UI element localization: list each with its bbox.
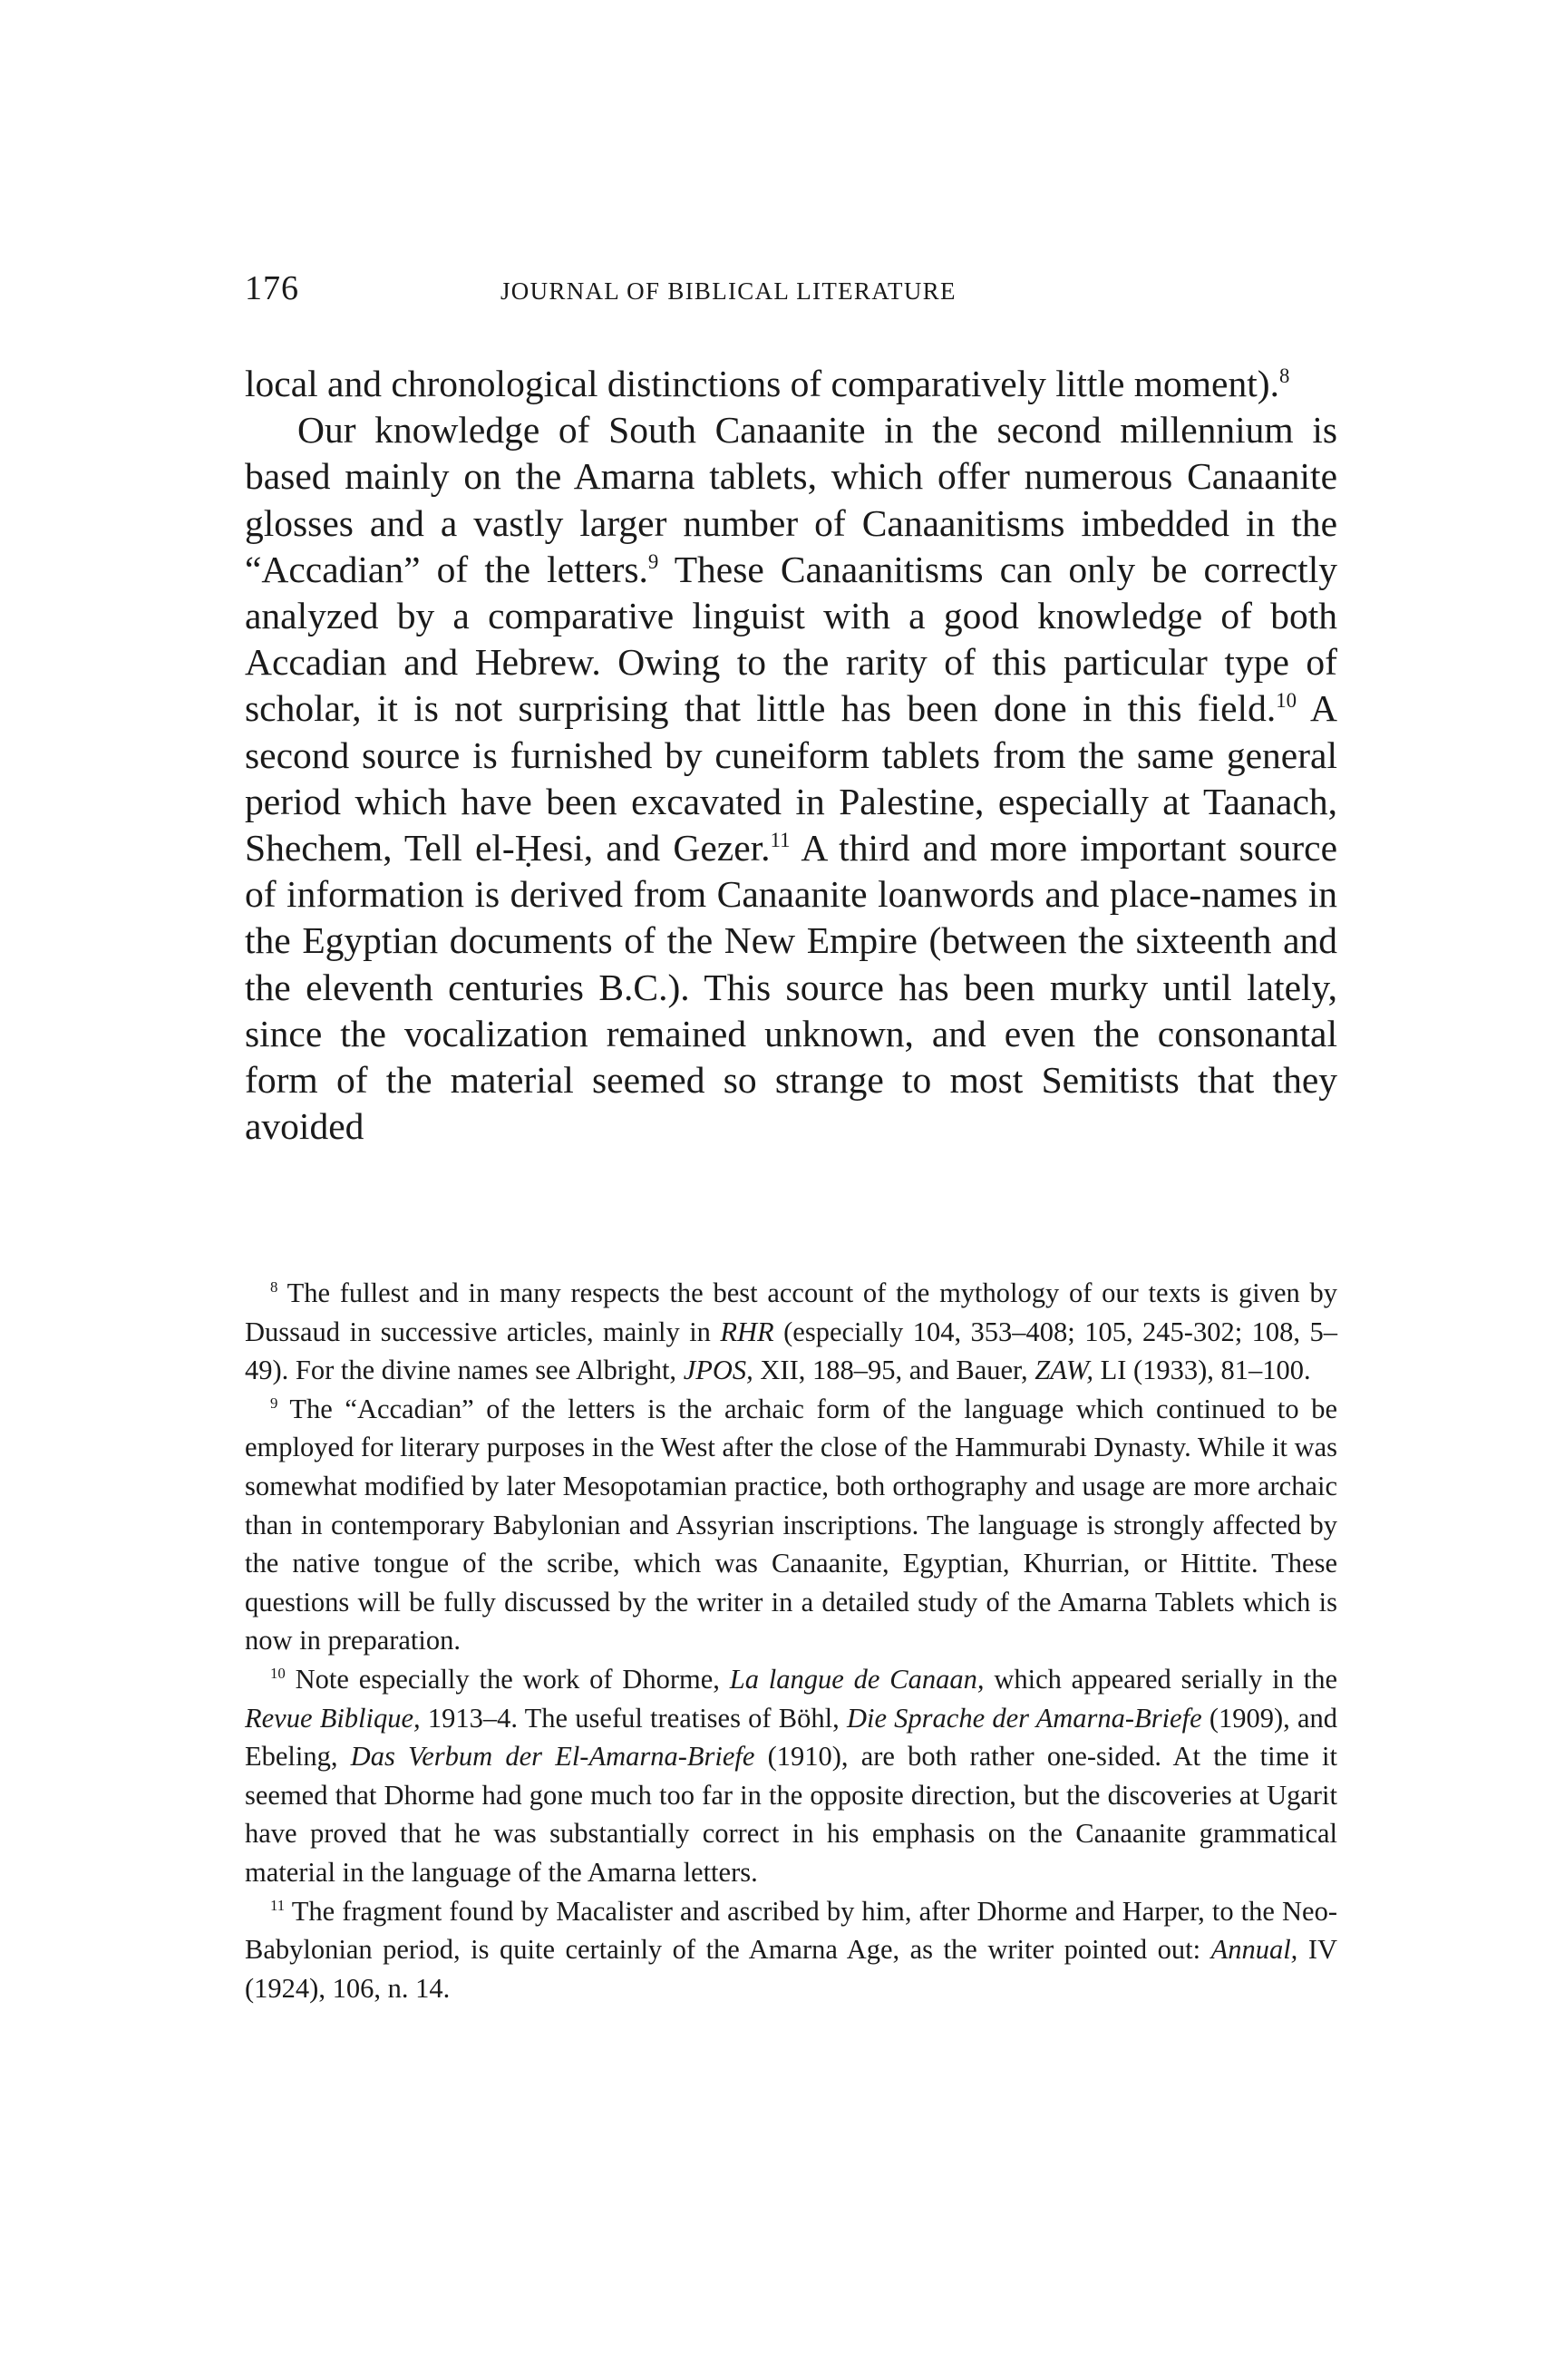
footnote-8 <box>245 1274 1337 1390</box>
paragraph-text: Our knowledge of South Canaanite in the second millennium is based mainly on the Amarna tablets, which offer numerous Canaanite glosses and a vastly larger number of Canaanitisms imbedded in the “Accadian” of the letters. <box>245 409 1337 590</box>
paragraph <box>245 407 1337 1150</box>
footnote-italic: Revue Biblique, <box>245 1702 421 1734</box>
footnote-italic: Die Sprache der Amarna-Briefe <box>846 1702 1202 1734</box>
footnote-italic: JPOS, <box>683 1355 753 1386</box>
footnote-ref: 11 <box>770 829 791 852</box>
footnote-ref: 9 <box>647 549 659 573</box>
footnote-text: 1913–4. The useful treatises of Böhl, <box>420 1702 847 1734</box>
footnote-text: (1909), and Ebeling, <box>245 1702 1337 1773</box>
footnote-text: LI (1933), 81–100. <box>1093 1355 1311 1386</box>
footnote-marker: 10 <box>270 1664 286 1682</box>
footnote-text: XII, 188–95, and Bauer, <box>753 1355 1035 1386</box>
footnote-text: The fullest and in many respects the best account of the mythology of our texts is given by Dussaud in successive articles, mainly in <box>245 1277 1337 1347</box>
footnote-text: Note especially the work of Dhorme, <box>285 1663 730 1695</box>
footnote-marker: 9 <box>270 1394 278 1412</box>
paragraph-text: local and chronological distinctions of comparatively little moment). <box>245 363 1279 404</box>
footnote-ref: 10 <box>1276 689 1297 713</box>
footnote-ref: 8 <box>1278 364 1290 388</box>
paragraph-text: A second source is furnished by cuneiform tablets from the same general period which have been excavated in Palestine, especially at Taanach, Shechem, Tell el-Ḥesi, and Gezer. <box>245 687 1337 869</box>
footnote-italic: Annual, <box>1210 1934 1298 1966</box>
footnote-text: (1910), are both rather one-sided. At the time it seemed that Dhorme had gone much too far in the opposite direction, but the discoveries at Ugarit have proved that he was substantially correct in his emphasis on the Canaanite grammatical material in the language of the Amarna letters. <box>245 1741 1337 1888</box>
footnote-10 <box>245 1660 1337 1892</box>
paragraph-text: A third and more important source of information is derived from Canaanite loanwords and place-names in the Egyptian documents of the New Empire (between the sixteenth and the eleventh centuries B.C.). This source has been murky until lately, since the vocalization remained unknown, and even the consonantal form of the material seemed so strange to most Semitists that they avoided <box>245 827 1337 1148</box>
page-number: 176 <box>245 269 299 307</box>
footnote-italic: Das Verbum der El-Amarna-Briefe <box>350 1741 755 1773</box>
paragraph <box>245 361 1337 407</box>
footnote-text: IV (1924), 106, n. 14. <box>245 1934 1337 2004</box>
paragraph-text: These Canaanitisms can only be correctly analyzed by a comparative linguist with a good knowledge of both Accadian and Hebrew. Owing to the rarity of this particular type of scholar, it is not surprising that little has been done in this field. <box>245 548 1337 730</box>
footnote-11 <box>245 1892 1337 2008</box>
main-text <box>245 361 1337 1150</box>
footnote-italic: ZAW, <box>1035 1355 1093 1386</box>
footnote-marker: 11 <box>270 1896 286 1914</box>
footnote-marker: 8 <box>270 1277 278 1296</box>
footnote-text: The fragment found by Macalister and ascribed by him, after Dhorme and Harper, to the Neo-Babylonian period, is quite certainly of the Amarna Age, as the writer pointed out: <box>245 1895 1337 1966</box>
footnote-9 <box>245 1390 1337 1660</box>
footnote-italic: La langue de Canaan, <box>729 1663 985 1695</box>
footnote-text: (especially 104, 353–408; 105, 245-302; 108, 5–49). For the divine names see Albright, <box>245 1316 1337 1386</box>
footnote-text: which appeared serially in the <box>984 1663 1337 1695</box>
running-title: JOURNAL OF BIBLICAL LITERATURE <box>500 277 957 305</box>
footnote-italic: RHR <box>720 1316 774 1347</box>
footnotes <box>245 1274 1337 2007</box>
footnote-text: The “Accadian” of the letters is the archaic form of the language which continued to be employed for literary purposes in the West after the close of the Hammurabi Dynasty. While it was somewhat modified by later Mesopotamian practice, both orthography and usage are more archaic than in contemporary Babylonian and Assyrian inscriptions. The language is strongly affected by the native tongue of the scribe, which was Canaanite, Egyptian, Khurrian, or Hittite. These questions will be fully discussed by the writer in a detailed study of the Amarna Tablets which is now in preparation. <box>245 1393 1337 1656</box>
